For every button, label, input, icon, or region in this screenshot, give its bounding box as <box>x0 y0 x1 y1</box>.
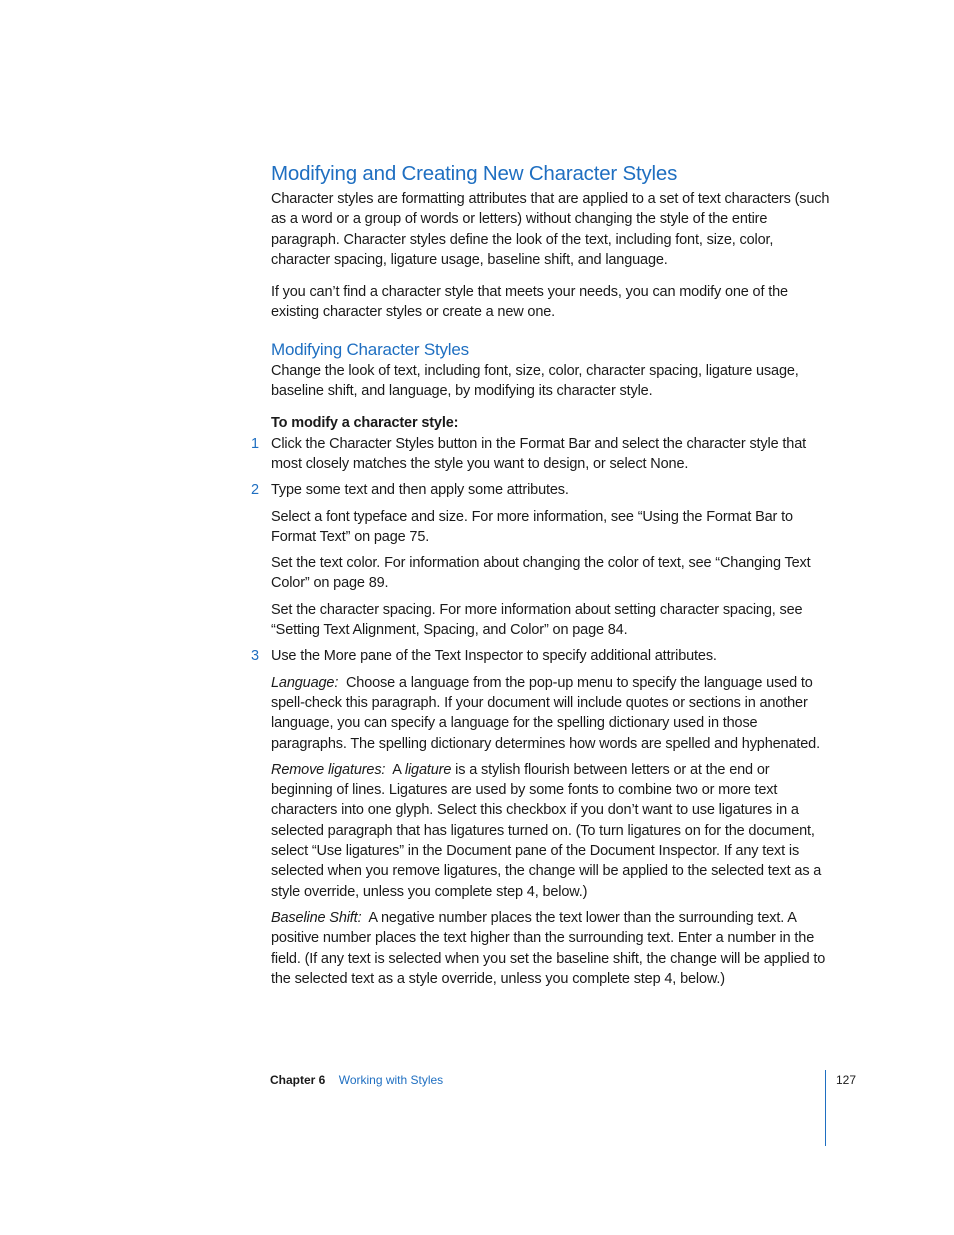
option-text: is a stylish flourish between letters or at the end or beginning of lines. Ligatures are used by some fonts to combine two or more text characters into one glyph. Select this checkbox if you don’t want to use ligatures in a selected paragraph that has ligatures turned on. (To turn ligatures on for the document, select “Use ligatures” in the Document pane of the Document Inspector. If any text is selected when you remove ligatures, the change will be applied to the selected text as a style override, unless you complete step 4, below.) <box>271 761 822 900</box>
step-text: Use the More pane of the Text Inspector to specify additional attributes. <box>271 648 717 665</box>
step-detail: Select a font typeface and size. For more information, see “Using the Format Bar to Format Text” on page 75. <box>271 508 793 545</box>
step-number: 2 <box>251 482 259 499</box>
step-text: Type some text and then apply some attributes. <box>271 482 569 499</box>
step-number: 3 <box>251 648 259 665</box>
page-content <box>251 160 831 989</box>
section-intro-paragraph-2: If you can’t find a character style that meets your needs, you can modify one of the existing character styles or create a new one. <box>271 284 788 321</box>
option-text-lead: A <box>392 761 402 778</box>
step-detail: Set the text color. For information about changing the color of text, see “Changing Text Color” on page 89. <box>271 555 811 592</box>
section-intro-paragraph: Character styles are formatting attributes that are applied to a set of text characters (such as a word or a group of words or letters) without changing the style of the entire paragraph. Character styles define the look of the text, including font, size, color, character spacing, ligature usage, baseline shift, and language. <box>271 191 830 268</box>
option-language <box>271 673 831 754</box>
option-baseline-shift <box>271 908 831 989</box>
step-text: Click the Character Styles button in the Format Bar and select the character style that most closely matches the style you want to design, or select None. <box>271 435 806 472</box>
section-title: Modifying and Creating New Character Styles <box>271 162 678 185</box>
option-italic-word: ligature <box>404 761 452 778</box>
page-number: 127 <box>836 1073 857 1087</box>
subsection-title: Modifying Character Styles <box>271 339 469 359</box>
footer-chapter-title: Working with Styles <box>338 1073 444 1087</box>
footer-chapter: Chapter 6 <box>270 1073 326 1087</box>
option-term: Language: <box>271 674 339 691</box>
step-3 <box>251 646 831 666</box>
task-heading: To modify a character style: <box>271 415 459 432</box>
option-term: Remove ligatures: <box>271 761 386 778</box>
step-number: 1 <box>251 435 259 452</box>
subsection-intro: Change the look of text, including font, size, color, character spacing, ligature usage, baseline shift, and language, by modifying its character style. <box>271 362 799 400</box>
page-footer <box>270 1072 443 1088</box>
step-detail: Set the character spacing. For more information about setting character spacing, see “Setting Text Alignment, Spacing, and Color” on page 84. <box>271 601 803 639</box>
step-1 <box>251 434 831 475</box>
step-2 <box>251 480 831 500</box>
option-text: Choose a language from the pop-up menu to specify the language used to spell-check this paragraph. If your document will include quotes or sections in another language, you can specify a language for the spelling dictionary used in those paragraphs. The spelling dictionary determines how words are spelled and hyphenated. <box>271 674 820 752</box>
option-remove-ligatures <box>271 760 831 902</box>
option-text: A negative number places the text lower than the surrounding text. A positive number places the text higher than the surrounding text. Enter a number in the field. (If any text is selected when you set the baseline shift, the change will be applied to the selected text as a style override, unless you complete step 4, below.) <box>271 909 826 987</box>
footer-divider <box>825 1070 826 1146</box>
option-term: Baseline Shift: <box>271 909 362 926</box>
